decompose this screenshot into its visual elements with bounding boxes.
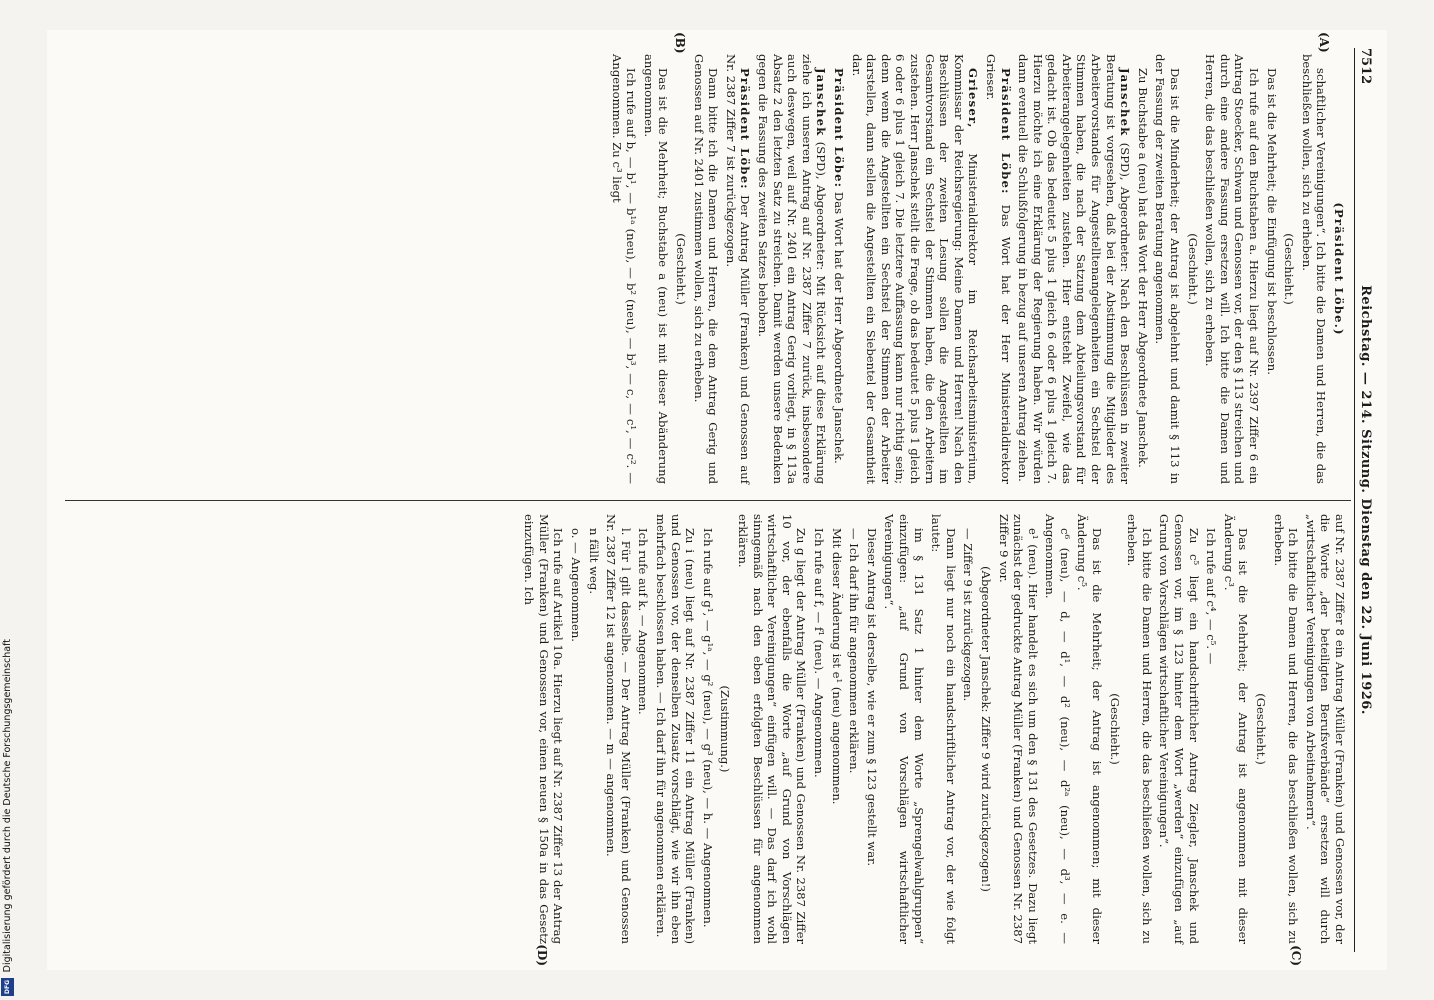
left-column [606, 54, 1347, 484]
speech-paragraph [983, 54, 1012, 484]
paragraph: Ich bitte die Damen und Herren, die das beschließen wollen, sich zu erheben. [1271, 514, 1301, 944]
speech-paragraph [1016, 54, 1133, 484]
paragraph: Zu g liegt der Antrag Müller (Franken) und Genossen Nr. 2387 Ziffer 10 vor, der ebenfalls die Worte „auf Grund von Vorschlägen wirtschaftlicher Vereinigungen“ einfügen will. — Das darf ich wohl sinngemäß nach den eben erfolgten Beschlüssen für angenommen erklären. [736, 514, 809, 944]
paragraph: Dieser Antrag ist derselbe, wie er zum § 123 gestellt war. [864, 528, 879, 867]
speech-paragraph [755, 54, 828, 484]
running-title: Reichstag. — 214. Sitzung. Dienstag den 22. Juni 1926. [1358, 285, 1373, 715]
speaker-name: Präsident Löbe: [832, 68, 846, 189]
footer-credit: Digitalisierung gefördert durch die Deutsche Forschungsgemeinschaft [2, 638, 13, 972]
paragraph: Ich rufe auf Artikel 10a. Hierzu liegt auf Nr. 2387 Ziffer 13 der Antrag Müller (Franken) und Genossen vor, einen neuen § 150a in das Gesetz einzufügen. Ich [522, 514, 566, 944]
stage-direction: (Geschieht.) [1107, 693, 1122, 765]
margin-marker-a: (A) [1317, 32, 1331, 53]
paragraph: Das ist die Mehrheit; Buchstabe a (neu) ist mit dieser Abänderung angenommen. [641, 54, 671, 484]
stage-direction: (Geschieht.) [1282, 233, 1297, 305]
paragraph: Zu Buchstabe a (neu) hat das Wort der Herr Abgeordnete Janschek. [1135, 68, 1150, 468]
margin-marker-c: (C) [1289, 945, 1303, 966]
margin-marker-b: (B) [673, 32, 687, 54]
digitization-footer [0, 0, 16, 1000]
speaker-name: Janschek [1118, 68, 1133, 137]
dfg-logo: DFG [1, 978, 14, 996]
stage-direction: (Geschieht.) [674, 233, 689, 305]
paragraph: — Ich darf ihn für angenommen erklären. [847, 528, 862, 774]
paragraph: Ich rufe auf f, — f¹ (neu). — Angenommen. [812, 528, 826, 778]
speech-paragraph [723, 54, 752, 484]
paragraph: — Ziffer 9 ist zurückgezogen. [961, 528, 976, 702]
speaker-name: Präsident Löbe: [998, 68, 1013, 195]
paragraph: Zu c⁵ liegt ein handschriftlicher Antrag Ziegler, Janschek und Genossen vor, im § 123 hinter dem Wort „werden“ einzufügen „auf Grund von Vorschlägen wirtschaftlicher Vereinigungen“. [1157, 514, 1201, 944]
speech-paragraph [831, 54, 846, 484]
paragraph: o. — Angenommen. [569, 528, 584, 642]
stage-direction: (Zustimmung.) [718, 685, 733, 773]
paragraph: auf Nr. 2387 Ziffer 8 ein Antrag Müller (Franken) und Genossen vor, der die Worte „der beteiligten Berufsverbände“ ersetzen will durch „wirtschaftlicher Vereinigungen von Arbeitnehmern“. [1303, 514, 1347, 944]
speaker-name: Grieser, [966, 68, 981, 129]
paragraph: Ich rufe auf b, — b¹, — b¹ᵃ (neu), — b² (neu), — b³, — c, — c¹, — c². — Angenommen. Zu c³ liegt [609, 54, 639, 484]
paragraph: Das ist die Mehrheit; der Antrag ist angenommen; mit dieser Änderung c⁵. [1075, 514, 1105, 944]
paragraph: Dann bitte ich die Damen und Herren, die dem Antrag Gerig und Genossen auf Nr. 2401 zustimmen wollen, sich zu erheben. [691, 54, 721, 484]
column-divider [65, 500, 1351, 501]
speech-text: Das Wort hat der Herr Abgeordnete Janschek. [832, 191, 846, 464]
speaker-name: Janschek [814, 68, 829, 137]
paragraph: l. Für l gilt dasselbe. — Der Antrag Müller (Franken) und Genossen Nr. 2387 Ziffer 12 ist angenommen. — m — angenommen. [604, 514, 633, 944]
paragraph: Das ist die Minderheit; der Antrag ist abgelehnt und damit § 113 in der Fassung der zweiten Beratung angenommen. [1153, 54, 1183, 484]
speech-text: Der Antrag Müller (Franken) und Genossen auf Nr. 2387 Ziffer 7 ist zurückgezogen. [723, 54, 753, 485]
speaker-heading: (Präsident Löbe.) [1332, 202, 1346, 336]
paragraph: Ich rufe auf g¹, — g¹ᵃ, — g² (neu), — g³ (neu), — h. — Angenommen. [700, 528, 715, 928]
speaker-name: Präsident Löbe: [738, 68, 753, 190]
paragraph: c⁶ (neu), — d, — d¹, — d² (neu), — d²ᵃ (neu), — d³, — e. — Angenommen. [1043, 514, 1072, 944]
paragraph: Ich rufe auf k. — Angenommen. [636, 528, 651, 715]
right-column [519, 514, 1347, 944]
paragraph: Das ist die Mehrheit; der Antrag ist angenommen mit dieser Änderung c³. [1221, 514, 1251, 944]
paragraph: Das ist die Mehrheit; die Einfügung ist beschlossen. [1264, 68, 1279, 375]
paragraph: Ich bitte die Damen und Herren, die das beschließen wollen, sich zu erheben. [1125, 514, 1154, 944]
speech-paragraph [849, 54, 980, 484]
margin-marker-d: (D) [535, 944, 549, 966]
paragraph: Mit dieser Änderung ist e¹ (neu) angenommen. [829, 528, 844, 805]
scanned-page [47, 30, 1387, 970]
stage-direction: (Geschieht.) [1254, 693, 1269, 765]
paragraph: Ich rufe auf c⁴, — c⁵. — [1204, 528, 1219, 665]
paragraph: Ich rufe auf den Buchstaben a. Hierzu liegt auf Nr. 2397 Ziffer 6 ein Antrag Stoecker, Schwan und Genossen vor, der den § 113 streichen und durch eine andere Fassung ersetzen will. Ich bitte die Damen und Herren, die das beschließen wollen, sich zu erheben. [1203, 54, 1262, 484]
paragraph: im § 131 Satz 1 hinter dem Worte „Sprengelwahlgruppen“ einzufügen: „auf Grund von Vorschlägen wirtschaftlicher Vereinigungen“. [882, 514, 926, 944]
paragraph: n fällt weg. [586, 528, 601, 595]
paragraph: Zu i (neu) liegt auf Nr. 2387 Ziffer 11 ein Antrag Müller (Franken) und Genossen vor, der denselben Zusatz vorschlägt, wie wir ihn eben mehrfach beschlossen haben. — Ich darf ihn für angenommen erklären. [654, 514, 698, 944]
page-header [1354, 48, 1373, 952]
stage-direction: (Geschieht.) [1185, 233, 1200, 305]
stage-direction: (Abgeordneter Janschek: Ziffer 9 wird zurückgezogen!) [978, 566, 993, 892]
paragraph: e¹ (neu). Hier handelt es sich um den § 131 des Gesetzes. Dazu liegt zunächst der gedruckte Antrag Müller (Franken) und Genossen Nr. 2387 Ziffer 9 vor. [996, 514, 1040, 944]
speech-text: (SPD), Abgeordneter: Mit Rücksicht auf diese Erklärung ziehe ich unseren Antrag auf Nr. 2387 Ziffer 7 zurück, insbesondere auch deswegen, weil auf Nr. 2401 ein Antrag Gerig vorliegt, in § 113a Absatz 2 den letzten Satz zu streichen. Damit werden unsere Bedenken gegen die Fassung des zweiten Satzes behoben. [756, 54, 829, 485]
speech-text: (SPD), Abgeordneter: Nach den Beschlüssen in zweiter Beratung ist vorgesehen, daß bei der Abstimmung die Mitglieder des Arbeitervorstandes für Angestelltenangelegenheiten ein Sechstel der Stimmen haben, die nach der Satzung dem Abteilungsvorstand für Arbeiterangelegenheiten zustehen. Hier entsteht Zweifel, wie das gedacht ist. Ob das bedeutet 5 plus 1 gleich 6 oder 6 plus 1 gleich 7. Hierzu möchte ich eine Erklärung der Regierung haben. Wir würden dann eventuell die Schlußfolgerung in bezug auf unseren Antrag ziehen. [1016, 54, 1133, 484]
speech-text: Das Wort hat der Herr Ministerialdirektor Grieser. [983, 54, 1013, 485]
paragraph: schaftlicher Vereinigungen“. Ich bitte die Damen und Herren, die das beschließen wollen, sich zu erheben. [1299, 54, 1329, 484]
paragraph: Dann liegt nur noch ein handschriftlicher Antrag vor, der wie folgt lautet: [929, 514, 958, 944]
page-number: 7512 [1358, 48, 1373, 85]
speech-text: Ministerialdirektor im Reichsarbeitsministerium, Kommissar der Reichsregierung: Meine Damen und Herren! Nach den Beschlüssen der zweiten Lesung sollen die Angestellten im Gesamtvorstand ein Sechstel der Stimmen haben, die den Arbeitern zustehen. Herr Janschek stellt die Frage, ob das bedeutet 5 plus 1 gleich 6 oder 6 plus 1 gleich 7. Die letztere Auffassung kann nur richtig sein; denn wenn die Angestellten ein Sechstel der Stimmen der Arbeiter darstellen, dann stellen die Angestellten ein Siebentel der Gesamtheit dar. [849, 54, 981, 484]
